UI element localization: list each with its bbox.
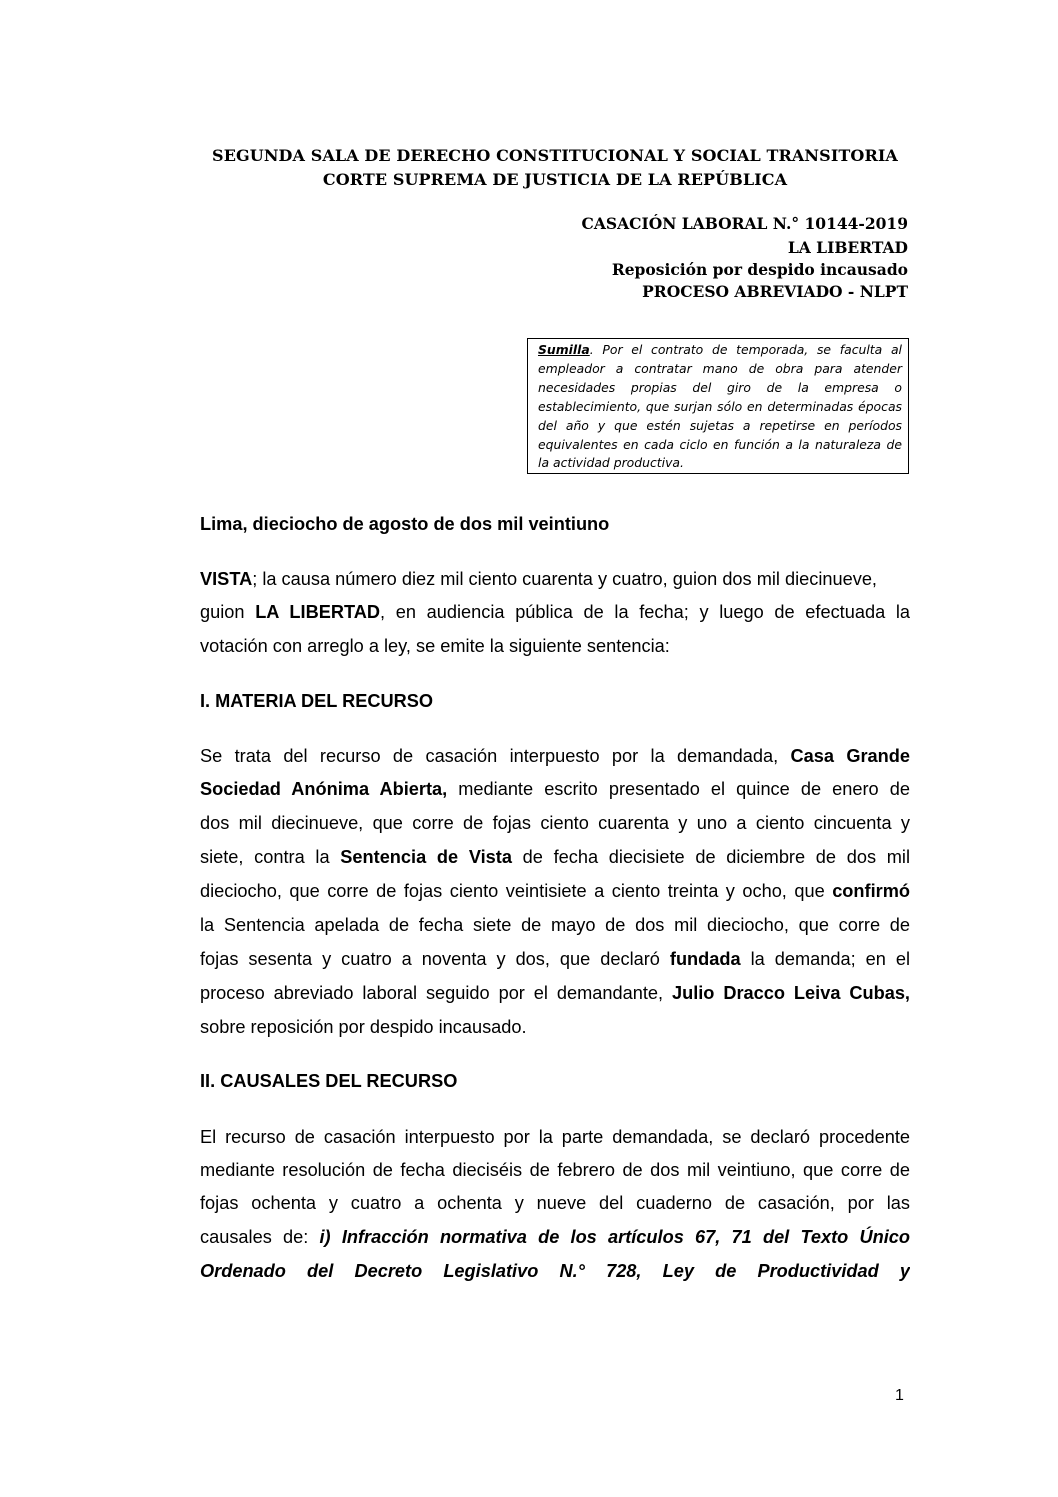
date-line: Lima, dieciocho de agosto de dos mil veintiuno [200,514,610,534]
vista-line-1: VISTA; la causa número diez mil ciento cuarenta y cuatro, guion dos mil diecinueve, [200,569,877,589]
section-heading-materia: I. MATERIA DEL RECURSO [200,691,434,711]
causales-line-5: Ordenado del Decreto Legislativo N.° 728, Ley de Productividad y [200,1261,910,1281]
materia-line-8: proceso abreviado laboral seguido por el demandante, Julio Dracco Leiva Cubas, [200,983,910,1003]
causales-line-4: causales de: i) Infracción normativa de los artículos 67, 71 del Texto Único [200,1227,910,1247]
materia-line-4: siete, contra la Sentencia de Vista de fecha diecisiete de diciembre de dos mil [200,847,910,867]
case-district: LA LIBERTAD [787,238,908,257]
section-heading-causales: II. CAUSALES DEL RECURSO [200,1071,458,1091]
materia-line-7: fojas sesenta y cuatro a noventa y dos, que declaró fundada la demanda; en el [200,949,910,969]
sumilla-label: Sumilla [538,342,590,357]
page-number: 1 [895,1387,904,1404]
vista-line-2: guion LA LIBERTAD, en audiencia pública de la fecha; y luego de efectuada la [200,602,910,622]
case-subject: Reposición por despido incausado [611,260,908,279]
sumilla-box [527,338,909,474]
case-number: CASACIÓN LABORAL N.° 10144-2019 [581,214,908,233]
materia-line-5: dieciocho, que corre de fojas ciento veintisiete a ciento treinta y ocho, que confirmó [200,881,910,901]
sumilla-text: . Por el contrato de temporada, se faculta al empleador a contratar mano de obra para atender necesidades propias del giro de la empresa o establecimiento, que surjan sólo en determinadas épocas del año y que estén sujetas a repetirse en períodos equivalentes en cada ciclo en función a la naturaleza de la actividad productiva. [538,342,902,471]
materia-line-6: la Sentencia apelada de fecha siete de mayo de dos mil dieciocho, que corre de [200,915,910,935]
causales-line-1: El recurso de casación interpuesto por la parte demandada, se declaró procedente [200,1127,910,1147]
court-name-title: CORTE SUPREMA DE JUSTICIA DE LA REPÚBLICA [322,170,788,189]
materia-line-1: Se trata del recurso de casación interpuesto por la demandada, Casa Grande [200,746,910,766]
materia-line-9: sobre reposición por despido incausado. [200,1017,527,1037]
vista-line-3: votación con arreglo a ley, se emite la siguiente sentencia: [200,636,670,656]
court-chamber-title: SEGUNDA SALA DE DERECHO CONSTITUCIONAL Y SOCIAL TRANSITORIA [212,146,898,165]
materia-line-2: Sociedad Anónima Abierta, mediante escrito presentado el quince de enero de [200,779,910,799]
case-process: PROCESO ABREVIADO - NLPT [642,282,908,301]
materia-line-3: dos mil diecinueve, que corre de fojas ciento cuarenta y uno a ciento cincuenta y [200,813,910,833]
causales-line-2: mediante resolución de fecha dieciséis de febrero de dos mil veintiuno, que corre de [200,1160,910,1180]
causales-line-3: fojas ochenta y cuatro a ochenta y nueve del cuaderno de casación, por las [200,1193,910,1213]
